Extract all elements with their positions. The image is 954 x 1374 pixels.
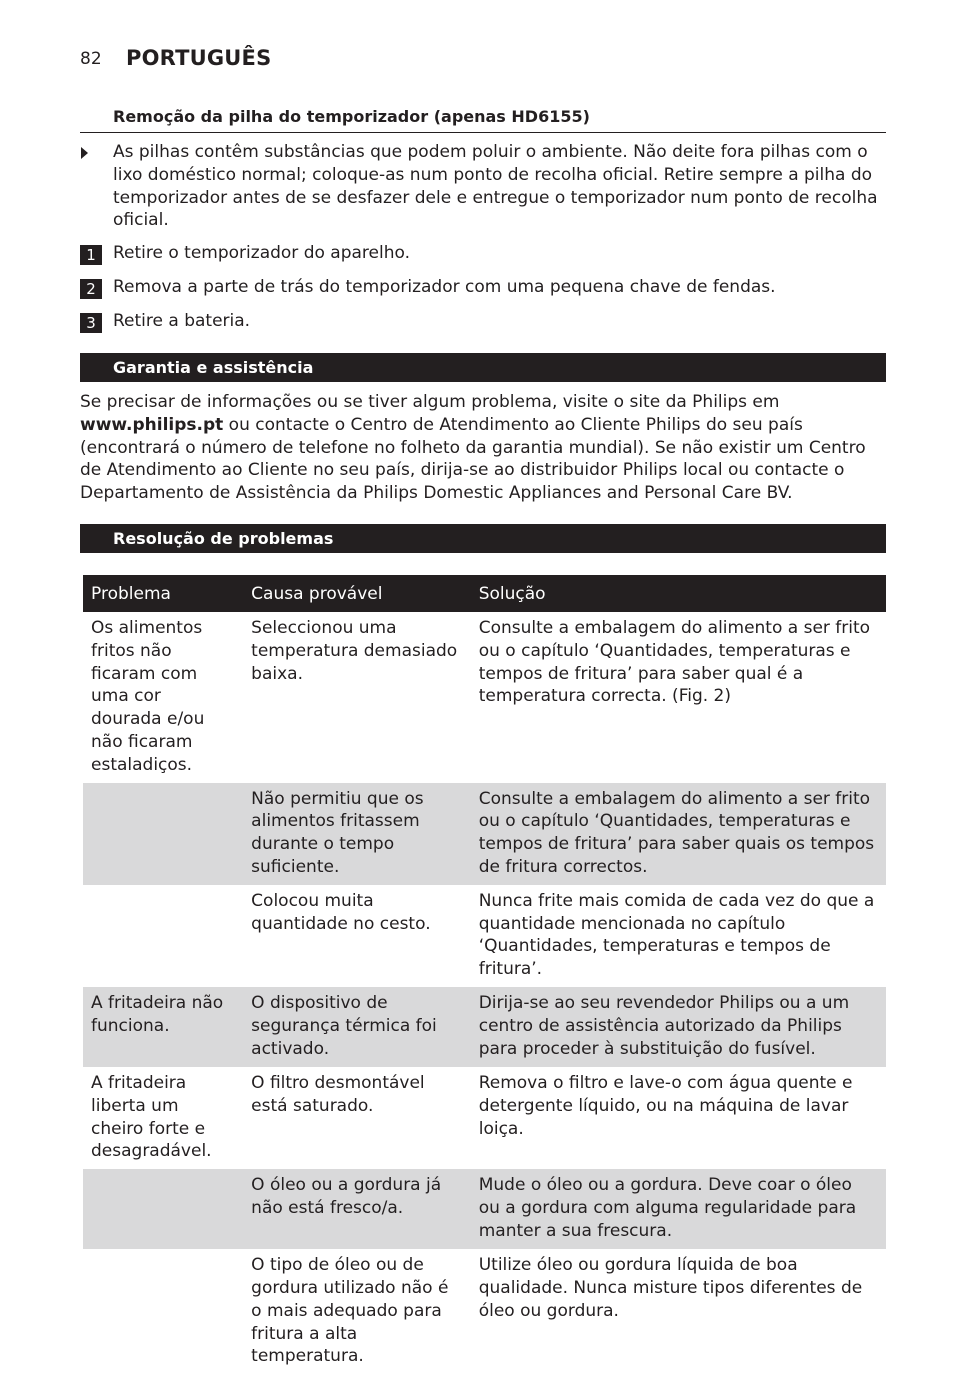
table-row — [83, 885, 886, 987]
solution-cell: Consulte a embalagem do alimento a ser frito ou o capítulo ‘Quantidades, temperaturas e tempos de fritura’ para saber qual é a temperatura correcta. (Fig. 2) — [478, 618, 871, 707]
step-3 — [80, 311, 251, 333]
table-row — [83, 783, 886, 885]
solution-cell: Dirija-se ao seu revendedor Philips ou a um centro de assistência autorizado da Philips para proceder à substituição do fusível. — [471, 987, 886, 1067]
problem-cell — [83, 1249, 243, 1374]
warranty-text-after: ou contacte o Centro de Atendimento ao Cliente Philips do seu país (encontrará o número de telefone no folheto da garantia mundial). Se não existir um Centro de Atendimento ao Cliente no seu país, dirija-se ao distribuidor Philips local ou contacte o Departamento de Assistência da Philips Domestic Appliances and Personal Care BV. — [80, 414, 866, 504]
language-heading: PORTUGUÊS — [126, 46, 272, 70]
solution-cell: Remova o filtro e lave-o com água quente e detergente líquido, ou na máquina de lavar loiça. — [478, 1072, 853, 1139]
cause-cell: Colocou muita quantidade no cesto. — [251, 890, 431, 934]
troubleshooting-table — [83, 575, 886, 1374]
warranty-text-before: Se precisar de informações ou se tiver algum problema, visite o site da Philips em — [80, 392, 780, 412]
table-row — [83, 1169, 886, 1249]
troubleshooting-section-bar — [80, 524, 886, 553]
battery-warning-text: As pilhas contêm substâncias que podem poluir o ambiente. Não deite fora pilhas com o lixo doméstico normal; coloque-as num ponto de recolha oficial. Retire sempre a pilha do temporizador antes de se desfazer dele e entregue o temporizador num ponto de recolha oficial. — [113, 142, 878, 231]
table-row — [83, 1249, 886, 1374]
cause-cell: O óleo ou a gordura já não está fresco/a. — [243, 1169, 471, 1249]
troubleshooting-title: Resolução de problemas — [113, 529, 334, 548]
step-text: Retire o temporizador do aparelho. — [113, 243, 410, 263]
warranty-section-bar — [80, 353, 886, 382]
problem-cell: Os alimentos fritos não ficaram com uma cor dourada e/ou não ficaram estaladiços. — [91, 618, 205, 775]
step-number: 2 — [80, 279, 102, 299]
cause-cell: Não permitiu que os alimentos fritassem durante o tempo suficiente. — [243, 783, 471, 885]
cause-cell: O filtro desmontável está saturado. — [251, 1072, 425, 1116]
problem-cell — [83, 1169, 243, 1249]
column-header-solution: Solução — [471, 575, 886, 612]
step-1 — [80, 243, 410, 265]
page-number: 82 — [80, 49, 102, 69]
step-number: 1 — [80, 245, 102, 265]
solution-cell: Mude o óleo ou a gordura. Deve coar o óleo ou a gordura com alguma regularidade para manter a sua frescura. — [471, 1169, 886, 1249]
cause-cell: O dispositivo de segurança térmica foi activado. — [243, 987, 471, 1067]
section-divider — [80, 132, 886, 133]
philips-website-link[interactable]: www.philips.pt — [80, 414, 224, 435]
cause-cell: Seleccionou uma temperatura demasiado baixa. — [251, 618, 458, 684]
problem-cell — [83, 885, 243, 987]
bullet-triangle-icon — [80, 146, 89, 160]
table-header-row — [83, 575, 886, 612]
cause-cell: O tipo de óleo ou de gordura utilizado não é o mais adequado para fritura a alta temperatura. — [251, 1255, 449, 1367]
step-text: Remova a parte de trás do temporizador com uma pequena chave de fendas. — [113, 277, 776, 297]
step-number: 3 — [80, 313, 102, 333]
table-row — [83, 1067, 886, 1169]
step-text: Retire a bateria. — [113, 311, 251, 331]
column-header-problem: Problema — [83, 575, 243, 612]
solution-cell: Utilize óleo ou gordura líquida de boa qualidade. Nunca misture tipos diferentes de óleo ou gordura. — [478, 1255, 863, 1321]
step-2 — [80, 277, 776, 299]
solution-cell: Consulte a embalagem do alimento a ser frito ou o capítulo ‘Quantidades, temperaturas e tempos de fritura’ para saber quais os tempos de fritura correctos. — [471, 783, 886, 885]
problem-cell: A fritadeira não funciona. — [83, 987, 243, 1067]
battery-removal-title: Remoção da pilha do temporizador (apenas HD6155) — [113, 107, 590, 126]
warranty-paragraph — [80, 391, 888, 505]
problem-cell — [83, 783, 243, 885]
table-row — [83, 612, 886, 783]
column-header-cause: Causa provável — [243, 575, 471, 612]
warranty-title: Garantia e assistência — [113, 358, 314, 377]
problem-cell: A fritadeira liberta um cheiro forte e desagradável. — [91, 1072, 212, 1162]
solution-cell: Nunca frite mais comida de cada vez do que a quantidade mencionada no capítulo ‘Quantidades, temperaturas e tempos de fritura’. — [478, 890, 875, 980]
table-row — [83, 987, 886, 1067]
